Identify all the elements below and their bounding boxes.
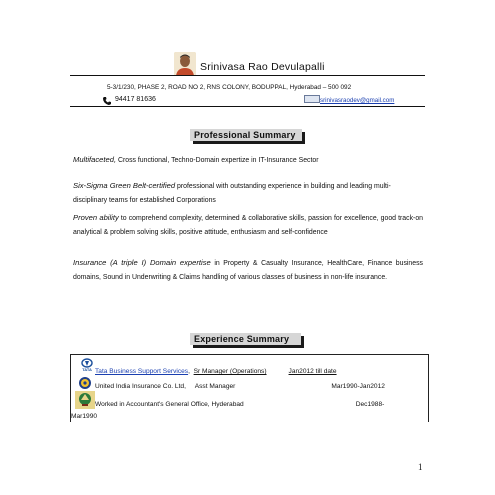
summary-text-2: professional with outstanding experience in building and leading multi-disciplinary teams for established Corporations: [73, 183, 391, 204]
experience-role: Asst Manager: [194, 383, 236, 390]
summary-lead-3: Proven ability: [73, 213, 119, 222]
address-line: 5-3/1/230, PHASE 2, ROAD NO 2, RNS COLONY, BODUPPAL, Hyderabad – 500 092: [107, 84, 352, 91]
phone-number: 94417 81636: [115, 96, 156, 103]
experience-org: United India Insurance Co. Ltd,: [95, 383, 186, 390]
summary-lead-2: Six-Sigma Green Belt-certified: [73, 181, 176, 190]
summary-paragraph-1: [73, 153, 423, 168]
page-number: 1: [418, 462, 423, 472]
experience-period: Dec1988-: [355, 401, 385, 408]
summary-paragraph-2: [73, 179, 423, 207]
experience-period: Jan2012 till date: [288, 368, 337, 375]
summary-text-1: Cross functional, Techno-Domain expertize in IT-Insurance Sector: [116, 157, 319, 164]
experience-row-continued: [71, 413, 97, 420]
summary-lead-4: Insurance (A triple I) Domain expertise: [73, 258, 211, 267]
experience-summary-heading: Experience Summary: [190, 333, 301, 345]
professional-summary-heading: Professional Summary: [190, 129, 302, 141]
email-link[interactable]: srinivasraodev@gmail.com: [320, 97, 395, 104]
experience-period: Mar1990-Jan2012: [331, 383, 385, 390]
header-rule-top: [70, 75, 425, 76]
experience-row: Tata Business Support Services, Sr Manager (Operations) Jan2012 till date: [95, 368, 337, 375]
experience-org: Worked in Accountant's General Office, Hyderabad: [95, 401, 244, 408]
email-icon: [304, 95, 320, 103]
summary-text-3: to comprehend complexity, determined & collaborative skills, passion for excellence, good track-on analytical & problem solving skills, positive attitude, enthusiasm and self-confidence: [73, 215, 423, 236]
summary-paragraph-4: [73, 256, 423, 284]
experience-row: [71, 383, 385, 390]
experience-role: Sr Manager (Operations): [193, 368, 267, 375]
experience-period-continued: Mar1990: [71, 413, 98, 420]
experience-org[interactable]: Tata Business Support Services: [95, 368, 189, 375]
phone-icon: [102, 93, 112, 103]
summary-text-4: in Property & Casualty Insurance, HealthCare, Finance business domains, Sound in Underwriting & Claims handling of various classes of business in non-life insurance.: [73, 260, 423, 281]
summary-paragraph-3: [73, 211, 423, 239]
candidate-name: Srinivasa Rao Devulapalli: [200, 61, 325, 73]
header-rule-bottom: [70, 106, 425, 107]
experience-row: [71, 401, 384, 408]
tata-logo-text: TATA: [82, 367, 92, 372]
profile-photo: [174, 52, 196, 76]
summary-lead-1: Multifaceted,: [73, 155, 117, 164]
